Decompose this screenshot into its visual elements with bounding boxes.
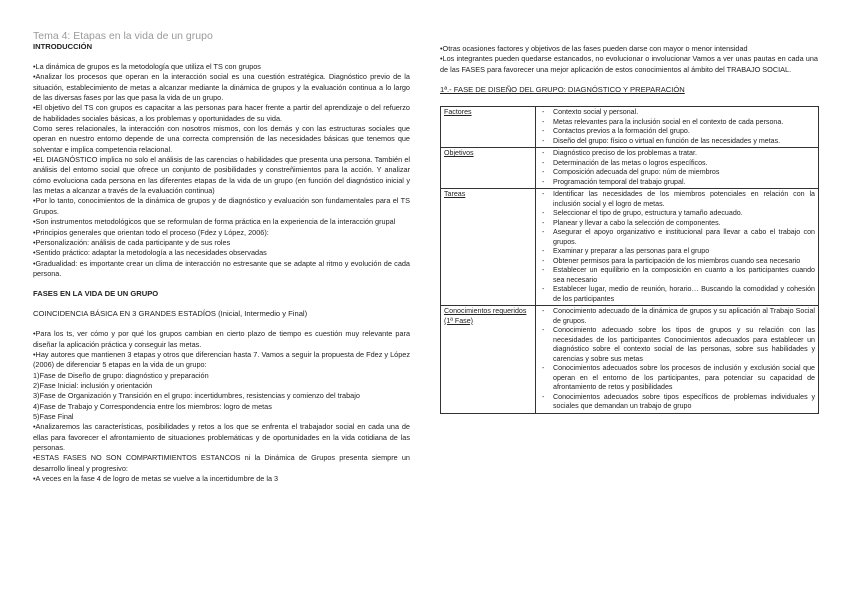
intro-paragraph: •Son instrumentos metodológicos que se reformulan de forma práctica en la experiencia de la interacción grupal — [33, 217, 396, 227]
right-paragraph: •Otras ocasiones factores y objetivos de las fases pueden darse con mayor o menor intensidad — [440, 44, 748, 53]
row-content — [536, 306, 819, 414]
intro-paragraph: •EL DIAGNÓSTICO implica no solo el análisis de las carencias o habilidades que presenta una persona. También el análisis del entorno social que ofrece un conjunto de posibilidades y constreñimientos para la acción. Y analizar cómo evoluciona cada persona en las diferentes etapas de la vida de un grupo (en función del diagnóstico inicial y las metas a alcanzar a través de la evaluación continua) — [33, 155, 410, 196]
table-row — [441, 148, 819, 189]
list-item: - Contactos previos a la formación del grupo. — [539, 127, 815, 137]
phases-paragraph: •ESTAS FASES NO SON COMPARTIMIENTOS ESTANCOS ni la Dinámica de Grupos presenta siempre un desarrollo lineal y progresivo: — [33, 453, 410, 473]
phases-list-item: 2)Fase Inicial: inclusión y orientación — [33, 380, 153, 390]
phases-list-item: 5)Fase Final — [33, 411, 74, 421]
list-item: - Determinación de las metas o logros específicos. — [539, 159, 815, 169]
intro-paragraph: •Principios generales que orientan todo el proceso (Fdez y López, 2006): — [33, 227, 269, 237]
row-content — [536, 189, 819, 306]
document-title: Tema 4: Etapas en la vida de un grupo — [33, 30, 213, 42]
list-item: - Metas relevantes para la inclusión social en el contexto de cada persona. — [539, 118, 815, 128]
list-item: - Conocimiento adecuado sobre los tipos de grupos y su relación con las necesidades de los participantes Conocimientos adecuados para establecer un diagnóstico sobre el contexto social de las personas, sobre sus habilidades y carencias y sobre sus metas — [539, 326, 815, 364]
list-item: - Establecer lugar, medio de reunión, horario… Buscando la comodidad y cohesión de los participantes — [539, 285, 815, 304]
phases-subheading: COINCIDENCIA BÁSICA EN 3 GRANDES ESTADÍOS (Inicial, Intermedio y Final) — [33, 309, 308, 319]
list-item: - Conocimiento adecuado de la dinámica de grupos y su aplicación al Trabajo Social de grupos. — [539, 307, 815, 326]
list-item: - Examinar y preparar a las personas para el grupo — [539, 247, 815, 257]
row-label: Tareas — [441, 189, 536, 306]
intro-heading: INTRODUCCIÓN — [33, 42, 93, 51]
right-paragraph: •Los integrantes pueden quedarse estancados, no evolucionar o involucionar Vamos a ver unas pautas en cada una de las FASES para favorecer una mejor aplicación de estos conocimientos al ámbito del TRABAJO SOCIAL. — [440, 54, 818, 74]
list-item: - Conocimientos adecuados sobre tipos específicos de problemas individuales y sociales que demandan un trabajo de grupo — [539, 393, 815, 412]
table-row — [441, 189, 819, 306]
intro-paragraph: •Sentido práctico: adaptar la metodología a las necesidades observadas — [33, 248, 267, 258]
row-label: Conocimientos requeridos (1ª Fase) — [441, 306, 536, 414]
phases-paragraph: •A veces en la fase 4 de logro de metas se vuelve a la incertidumbre de la 3 — [33, 474, 279, 484]
phases-list-item: 1)Fase de Diseño de grupo: diagnóstico y preparación — [33, 370, 209, 380]
list-item: - Seleccionar el tipo de grupo, estructura y tamaño adecuado. — [539, 209, 815, 219]
list-item: - Asegurar el apoyo organizativo e institucional para llevar a cabo el trabajo con grupos. — [539, 228, 815, 247]
intro-paragraph: •Personalización: análisis de cada participante y de sus roles — [33, 237, 231, 247]
table-row — [441, 306, 819, 414]
list-item: - Conocimientos adecuados sobre los procesos de inclusión y exclusión social que operan en el entorno de los participantes, para potenciar su capacidad de afrontamiento de retos y posibilidades — [539, 364, 815, 393]
list-item: - Contexto social y personal. — [539, 108, 815, 118]
list-item: - Establecer un equilibrio en la composición en cuanto a los participantes cuando sea necesario — [539, 266, 815, 285]
list-item: - Diagnóstico preciso de los problemas a tratar. — [539, 149, 815, 159]
row-label: Factores — [441, 107, 536, 148]
row-content — [536, 148, 819, 189]
intro-paragraph: •El objetivo del TS con grupos es capacitar a las personas para hacer frente a partir del aprendizaje o del refuerzo de habilidades sociales básicas, a los problemas y oportunidades de su vida. — [33, 103, 410, 123]
intro-paragraph: •Gradualidad: es importante crear un clima de interacción no estresante que se adapte al ritmo y evolución de cada persona. — [33, 258, 410, 278]
phases-list-item: 4)Fase de Trabajo y Correspondencia entre los miembros: logro de metas — [33, 401, 272, 411]
intro-paragraph: •La dinámica de grupos es la metodología que utiliza el TS con grupos — [33, 62, 261, 71]
intro-paragraph: •Analizar los procesos que operan en la interacción social es una cuestión estratégica. Diagnóstico previo de la situación, establecimiento de metas a alcanzar mediante la dinámica de grupos y la evaluación continua a lo largo de las diversas fases por las que pasa la vida de un grupo. — [33, 72, 410, 103]
list-item: - Composición adecuada del grupo: núm de miembros — [539, 168, 815, 178]
phases-paragraph: •Para los ts, ver cómo y por qué los grupos cambian en cierto plazo de tiempo es cuestión muy relevante para diseñar la aplicación práctica y conseguir las metas. — [33, 329, 410, 349]
left-column — [33, 30, 410, 484]
table-row — [441, 107, 819, 148]
phases-paragraph: •Analizaremos las características, posibilidades y retos a los que se enfrenta el trabajador social en cada una de ellas para favorecer el afrontamiento de situaciones problemáticas y de oportunidades en la vida cotidiana de las personas. — [33, 422, 410, 452]
list-item: - Planear y llevar a cabo la selección de componentes. — [539, 219, 815, 229]
list-item: - Diseño del grupo: físico o virtual en función de las necesidades y metas. — [539, 137, 815, 147]
row-label: Objetivos — [441, 148, 536, 189]
row-content — [536, 107, 819, 148]
phases-paragraph: •Hay autores que mantienen 3 etapas y otros que diferencian hasta 7. Vamos a seguir la propuesta de Fdez y López (2006) de diferenciar 5 etapas en la vida de un grupo: — [33, 349, 410, 370]
phases-list-item: 3)Fase de Organización y Transición en el grupo: incertidumbres, resistencias y comienzo del trabajo — [33, 391, 360, 401]
phase1-heading: 1ª.- FASE DE DISEÑO DEL GRUPO: DIAGNÓSTICO Y PREPARACIÓN — [440, 85, 685, 95]
phase1-table — [440, 106, 819, 414]
list-item: - Identificar las necesidades de los miembros potenciales en relación con la inclusión social y el logro de metas. — [539, 190, 815, 209]
list-item: - Programación temporal del trabajo grupal. — [539, 178, 815, 188]
phases-heading: FASES EN LA VIDA DE UN GRUPO — [33, 289, 159, 299]
intro-paragraph: •Por lo tanto, conocimientos de la dinámica de grupos y de diagnóstico y evaluación son fundamentales para el TS Grupos. — [33, 196, 410, 216]
list-item: - Obtener permisos para la participación de los miembros cuando sea necesario — [539, 257, 815, 267]
intro-paragraph: Como seres relacionales, la interacción con nosotros mismos, con los demás y con las estructuras sociales que operan en nuestro entorno depende de una correcta comprensión de las necesidades básicas que tenemos que solventar e implica competencia relacional. — [33, 124, 410, 154]
right-column — [440, 44, 818, 414]
